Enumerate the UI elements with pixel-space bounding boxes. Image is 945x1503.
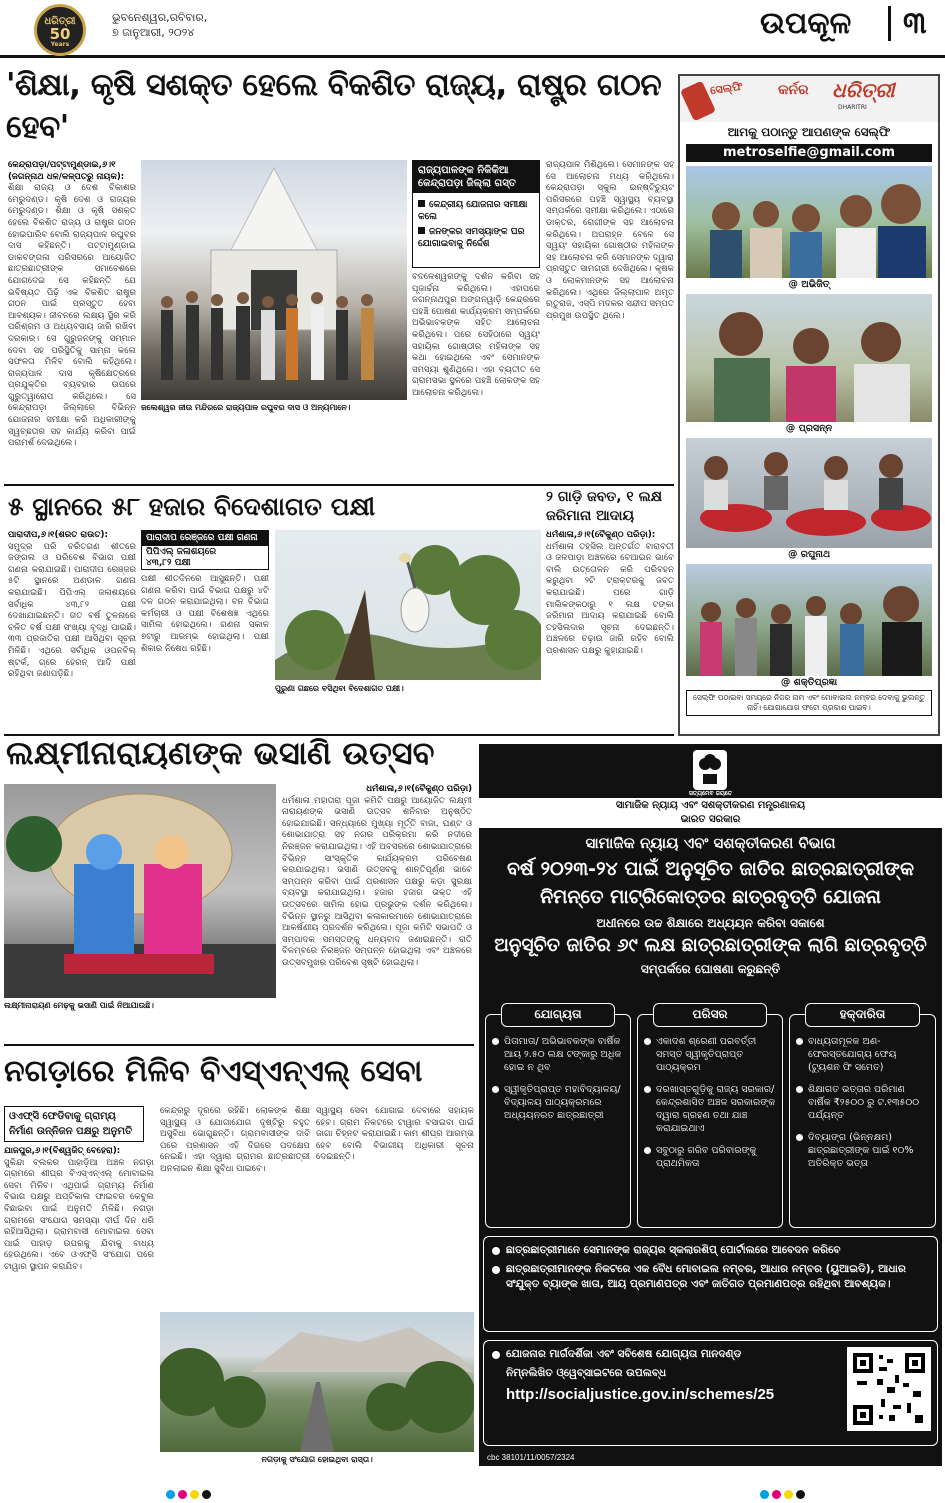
bsnl-road-photo-art xyxy=(160,1312,474,1452)
highlight-bullet-1-text: କେନ୍ଦ୍ରୀୟ ଯୋଜନାର ସମୀକ୍ଷା କଲେ xyxy=(418,200,528,222)
selfie-brand-sub: DHARITRI xyxy=(838,104,867,111)
birds-photo xyxy=(275,530,541,680)
info-guidelines: ଯୋଜନାର ମାର୍ଗଦର୍ଶିକା ଏବଂ ସବିଶେଷ ଯୋଗ୍ୟତା ମାନଦଣ୍ଡ xyxy=(492,1347,822,1362)
highlight-bullet-1 xyxy=(418,199,534,223)
temple-photo-art xyxy=(141,160,407,400)
entitlement-head: ହକ୍‌ଦାରିତା xyxy=(805,1003,920,1027)
bhasani-photo xyxy=(4,784,276,998)
ad-title-line-1: ବର୍ଷ ୨୦୨୩-୨୪ ପାଇଁ ଅନୁସୂଚିତ ଜାତିର ଛାତ୍ରଛାତ୍ରୀଙ୍କ xyxy=(506,858,915,880)
fine-text: ଧର୍ମଶାଳା ତହସିଲ ଅନ୍ତର୍ଗତ ବାରାବତୀ ଓ ଜଳପାଡ଼ା ଅଞ୍ଚଳରେ ବେଆଇନ ଭାବେ ବାଲି ଉତ୍ତୋଳନ କରି ପରିବହନ କରୁଥିବା ୨ଟି ଟ୍ରାକ୍ଟରକୁ ଜବତ କରାଯାଇଛି। ପରେ ଗାଡ଼ି ମାଲିକଙ୍କଠାରୁ ୧ ଲକ୍ଷ ଟଙ୍କା ଜରିମାନା ଆଦାୟ କରାଯାଇଛି ବୋଲି ତହସିଲଦାର ସୂଚନା ଦେଇଛନ୍ତି। ଅଞ୍ଚଳରେ ଚଢ଼ାଉ ଜାରି ରହିବ ବୋଲି ପ୍ରଶାସନ ପକ୍ଷରୁ କୁହାଯାଇଛି। xyxy=(546,541,674,656)
logo-text: ଧରିତ୍ରୀ xyxy=(44,16,76,27)
birds-headline: ୫ ସ୍ଥାନରେ ୫୮ ହଜାର ବିଦେଶାଗତ ପକ୍ଷୀ xyxy=(8,492,376,521)
bsnl-road-photo xyxy=(160,1312,474,1452)
ministry-name: ସାମାଜିକ ନ୍ୟାୟ ଏବଂ ସଶକ୍ତୀକରଣ ମନ୍ତ୍ରଣାଳୟ xyxy=(615,800,806,811)
selfie-caption-4: @ ଶକ୍ତିପ୍ରଜ୍ଞା xyxy=(780,677,838,688)
bullet-square-icon xyxy=(418,200,425,207)
birds-dateline: ପାରାଦୀପ,୬।୧(ଶରତ ରାଉତ): xyxy=(8,530,108,540)
bsnl-box-line-1: ଓଏଫ୍‌ସି ଫେଡିବାକୁ ଗ୍ରାମ୍ୟ xyxy=(9,1111,116,1122)
birds-photo-caption: ପୁରୁଣା ଗଛରେ ବସିଥିବା ବିଦେଶାଗତ ପକ୍ଷୀ। xyxy=(275,684,404,693)
lead-body-1 xyxy=(8,160,136,478)
logo-years-sub: Years xyxy=(50,41,70,48)
bsnl-body-1 xyxy=(4,1146,154,1464)
birds-body-2: ପକ୍ଷୀ ଶୀତଦିନରେ ଆସୁଛନ୍ତି। ପକ୍ଷୀ ଗଣନା କରିବା ପାଇଁ ବିଭାଗ ପକ୍ଷରୁ ୪ଟି ଦଳ ଗଠନ କରାଯାଇଥିଲା। ବନ ବିଭାଗ କର୍ମଚାରୀ ଓ ପକ୍ଷୀ ବିଶେଷଜ୍ଞ ଏଥିରେ ସାମିଲ ହୋଇଥିଲେ। ଗଣନା ସକାଳ ୭ଟାରୁ ଆରମ୍ଭ ହୋଇଥିଲା। ପକ୍ଷୀ ଶିକାର ନିଷେଧ ରହିଛି। xyxy=(141,574,269,654)
entitlement-item: ଶିକ୍ଷାଗତ ଭତ୍ତାର ପରିମାଣ ବାର୍ଷିକ ₹୨୫୦୦ ରୁ ଟ.୧୩୫୦୦ ପର୍ଯ୍ୟନ୍ତ xyxy=(796,1083,929,1122)
page-number: ୩ xyxy=(888,6,927,41)
fine-dateline: ଧର୍ମଶାଳା,୬।୧(ବୈକୁଣ୍ଠ ପରିଡ଼ା): xyxy=(546,530,656,540)
ad-title-line-3: ଅନୁସୂଚିତ ଜାତିର ୬୯ ଲକ୍ଷ ଛାତ୍ରଛାତ୍ରୀଙ୍କ ଲାଗି ଛାତ୍ରବୃତ୍ତି xyxy=(494,935,927,956)
eligibility-head: ଯୋଗ୍ୟତା xyxy=(501,1003,615,1027)
bsnl-photo-caption: ନଗଡ଼ାକୁ ସଂଯୋଗ ହୋଇଥିବା ରାସ୍ତା। xyxy=(261,1455,373,1464)
scope-item: ଏକାଦଶ ଶ୍ରେଣୀ ପରବର୍ତ୍ତୀ ସମସ୍ତ ସ୍ୱୀକୃତିପ୍ରାପ୍ତ ପାଠ୍ୟକ୍ରମ xyxy=(644,1035,776,1074)
lead-headline: 'ଶିକ୍ଷା, କୃଷି ସଶକ୍ତ ହେଲେ ବିକଶିତ ରାଜ୍ୟ, ରାଷ୍ଟ୍ର ଗଠନ ହେବ' xyxy=(6,67,662,145)
ad-subtitle-2: ସମ୍ପର୍କରେ ଘୋଷଣା କରୁଛନ୍ତି xyxy=(640,962,781,976)
info-guidelines-2: ନିମ୍ନଲିଖିତ ଓ୍ୱେବ୍‌ସାଇଟରେ ଉପଲବ୍ଧ xyxy=(506,1367,667,1379)
selfie-footer-note: ସେଲ୍ଫି ପଠାଇବା ସମୟରେ ନିଜର ନାମ ଏବଂ ମୋବାଇଲ ନମ୍ବର ଦେବାକୁ ଭୁଲନ୍ତୁ ନାହିଁ। ଯୋଗାଯୋଗ ଫଟୋ ପ୍ରକାଶ ପାଇବ। xyxy=(686,690,932,716)
masthead xyxy=(0,0,945,58)
registration-marks-right xyxy=(760,1484,820,1494)
date-line-1: ଭୁବନେଶ୍ୱର,ରବିବାର, xyxy=(112,11,208,24)
bsnl-dateline: ଯାଜପୁର,୬।୧(ବିଶ୍ୱଜିତ୍ ବେହେରା): xyxy=(4,1146,121,1156)
entitlement-panel xyxy=(789,1007,936,1228)
registration-marks-left xyxy=(166,1484,226,1494)
application-info-box xyxy=(483,1236,938,1332)
lead-body-3: ରାଜ୍ୟପାଳ ମିଶିଥିଲେ। ସେମାନଙ୍କ ସହ ସେ ଆଲୋଚନା ମଧ୍ୟ କରିଥିଲେ। କେନ୍ଦ୍ରାପଡ଼ା ସ୍କୁଲ ଇନ୍‌ଷ୍ଟିଚ୍ୟୁଟ ପରିସରରେ ପହଞ୍ଚି ସ୍ୱାସ୍ଥ୍ୟ ବ୍ୟବସ୍ଥା ସମ୍ପର୍କରେ ସମୀକ୍ଷା କରିଥିଲେ। ଏଠାରେ ଡାକ୍ତର, ରୋଗୀଙ୍କ ସହ ଆଲୋଚନା କରିଥିଲେ। ଅପରାହ୍ନ ବେଳେ ସେ ସ୍ୱୟଂ ସହାୟିକା ଗୋଷ୍ଠୀର ମହିଳାଙ୍କ ସହ ଆଲୋଚନା କରି ସେମାନଙ୍କ ଦ୍ୱାରା ପ୍ରସ୍ତୁତ ସାମଗ୍ରୀ ଦେଖିଥିଲେ। କୃଷକ ଓ ଲୋକମାନଙ୍କ ସହ ଆଲୋଚନା କରିଥିଲେ। ଏଥିରେ ଜିଲ୍ଲାପାଳ ଅମୃତ ଋତୁରାଜ, ଏସ୍‌ପି ମଦକର ସନ୍ଦୀପ ସମ୍ପତ ପ୍ରମୁଖ ଉପସ୍ଥିତ ଥିଲେ। xyxy=(546,160,674,321)
scope-head: ପରିସର xyxy=(653,1003,767,1027)
selfie-tagline: ଆମକୁ ପଠାନ୍ତୁ ଆପଣଙ୍କ ସେଲ୍ଫି xyxy=(727,125,891,139)
logo-years: 50 xyxy=(49,25,71,43)
highlight-bullet-2-text: ଜନଙ୍କର ସମସ୍ୟାଙ୍କ ଘର ଯୋଗାଇବାକୁ ନିର୍ଦ୍ଦେଶ xyxy=(418,227,525,249)
govt-name: ଭାରତ ସରକାର xyxy=(680,814,741,825)
scope-item: ସବୁଠାରୁ ଗରିବ ପରିବାରଙ୍କୁ ପ୍ରାଥମିକତା xyxy=(644,1144,776,1170)
bhasani-dateline: ଧର୍ମଶାଳା,୬।୧(ବୈକୁଣ୍ଠ ପରିଡ଼ା) xyxy=(366,784,472,794)
lead-photo-caption: ଜଲେଶ୍ୱର ଜୀଉ ମନ୍ଦିରରେ ରାଜ୍ୟପାଳ ରଘୁବର ଦାସ ଓ ଅନ୍ୟମାନେ। xyxy=(141,403,351,412)
birds-body-1 xyxy=(8,530,136,730)
birds-text-1: ସମୁଦ୍ର ପରି ଚରିତଗଣ ଶୀତରେ ଜଙ୍ଗଲ ଓ ପରିବେଶ ବିଭାଗ ପକ୍ଷୀ ଗଣନା କରାଯାଇଛି। ପାରାଦୀପ ରେଞ୍ଜର ୫ଟି ସ୍ଥାନରେ ଅଣ୍ଡାଳ ଗଣନା କରାଯାଇଛି। ପିପିଏଲ୍ ଜଳାଶୟରେ ସର୍ବାଧିକ ୪୩,୮୨ ପକ୍ଷୀ ଦେଖାଯାଇଛନ୍ତି। ଗତ ବର୍ଷ ତୁଳନାରେ ଚଳିତ ବର୍ଷ ପକ୍ଷୀ ସଂଖ୍ୟା ବୃଦ୍ଧି ପାଇଛି। ୩୩ ପ୍ରଜାତିର ପକ୍ଷୀ ଆସିଥିବା ସୂଚନା ମିଳିଛି। ଏଥିରେ ସର୍ବାଧିକ ଓପନବିଲ୍ ଷ୍ଟର୍କ, ଗ୍ରେ ହେରନ୍ ଆଦି ପକ୍ଷୀ ରହିଥିବା ଜଣାପଡ଼ିଛି। xyxy=(8,541,136,680)
lead-body-2: ବଦଳେଶ୍ୱରଙ୍କୁ ଦର୍ଶନ କରିବା ସହ ପୂଜାର୍ଚ୍ଚନା କରିଥିଲେ। ଏହାପରେ ଜଗନ୍ନାଥପୁର ଅଙ୍ଗନୱାଡ଼ି କେନ୍ଦ୍ରରେ ପହଞ୍ଚି ପୋଷଣ କାର୍ଯ୍ୟକ୍ରମ ସମ୍ପର୍କରେ ଅଭିଭାବକଙ୍କ ସହିତ ଆଲୋଚନା କରିଥିଲେ। ପରେ ସେହିଠାରେ ସ୍ୱୟଂ ସହାୟିକା ଗୋଷ୍ଠୀର ମହିଳାଙ୍କ ସହ କଥା ହୋଇଥିଲେ ଏବଂ ସେମାନଙ୍କ ସମସ୍ୟା ଶୁଣିଥିଲେ। ଏହା ବ୍ୟତୀତ ସେ ଗ୍ରାମସଭା ସ୍ଥଳରେ ପହଞ୍ଚି ଲୋକଙ୍କ ସହ ଆଲୋଚନା କରିଥିଲେ। xyxy=(412,272,540,398)
selfie-photo-2 xyxy=(686,294,932,422)
selfie-corner xyxy=(678,74,940,736)
selfie-photo-3-art xyxy=(686,438,934,548)
bhasani-photo-caption: ଲକ୍ଷ୍ମୀନାରାୟଣ ମେଢ଼କୁ ଭସାଣି ପାଇଁ ନିଆଯାଉଛି। xyxy=(4,1001,154,1010)
department-name: ସାମାଜିକ ନ୍ୟାୟ ଏବଂ ସଶକ୍ତୀକରଣ ବିଭାଗ xyxy=(585,834,836,852)
eligibility-item: ସ୍ୱୀକୃତିପ୍ରାପ୍ତ ମହାବିଦ୍ୟାଳୟ/ ବିଦ୍ୟାଳୟ ପାଠ୍ୟକ୍ରମରେ ଅଧ୍ୟୟନରତ ଛାତ୍ରଛାତ୍ରୀ xyxy=(492,1083,624,1122)
eligibility-panel xyxy=(485,1007,631,1228)
emblem-caption: ସତ୍ୟମେବ ଜୟତେ xyxy=(688,790,733,797)
selfie-photo-4 xyxy=(686,564,932,676)
bsnl-headline: ନଗଡ଼ାରେ ମିଳିବ ବିଏସ୍‌ଏନ୍‌ଏଲ୍ ସେବା xyxy=(4,1054,423,1089)
bsnl-highlight-box xyxy=(4,1106,144,1142)
date-line-2: ୭ ଜାନୁଆରୀ, ୨୦୨୪ xyxy=(112,26,195,39)
national-emblem-icon xyxy=(693,750,727,790)
eligibility-item: ପିତାମାତା/ ଅଭିଭାବକଙ୍କ ବାର୍ଷିକ ଆୟ ୨.୫୦ ଲକ୍ଷ ଟଙ୍କାରୁ ଅଧିକ ହୋଇ ନ ଥିବ xyxy=(492,1035,624,1074)
fine-headline: ୨ ଗାଡ଼ି ଜବତ, ୧ ଲକ୍ଷ ଜରିମାନା ଆଦାୟ xyxy=(546,489,663,524)
national-emblem-icon-art xyxy=(693,750,727,790)
lead-photo-temple xyxy=(141,160,407,400)
qr-code-art xyxy=(853,1353,925,1425)
selfie-photo-4-art xyxy=(686,564,934,676)
entitlement-item: ଦିବ୍ୟାଙ୍ଗ (ଭିନ୍ନକ୍ଷମ) ଛାତ୍ରଛାତ୍ରୀଙ୍କ ପାଇଁ ୧୦% ଅତିରିକ୍ତ ଭତ୍ତା xyxy=(796,1131,929,1170)
lead-text-1: ଶିକ୍ଷା ରାଜ୍ୟ ଓ ଦେଶ ବିକାଶର ମେରୁଦଣ୍ଡ। କୃଷି ଦେଶ ଓ ରାଜ୍ୟର ମେରୁଦଣ୍ଡ। ଶିକ୍ଷା ଓ କୃଷି ସଶକ୍ତ ହେଲେ ବିକଶିତ ରାଜ୍ୟ ଓ ରାଷ୍ଟ୍ର ଗଠନ ହୋଇପାରିବ ବୋଲି ରାଜ୍ୟପାଳ ରଘୁବର ଦାସ କହିଛନ୍ତି। ପଟ୍ଟାମୁଣ୍ଡାଇ ଡାକବଙ୍ଗଳା ପରିସରରେ ଆୟୋଜିତ ଛାତ୍ରଛାତ୍ରୀଙ୍କ ସମାବେଶରେ ଯୋଗଦେଇ ସେ କହିଛନ୍ତି ଯେ ଭବିଷ୍ୟତ ପିଢ଼ି ଏକ ବିକଶିତ ରାଷ୍ଟ୍ର ଗଠନ ପାଇଁ ପ୍ରସ୍ତୁତ ହେବା ଆବଶ୍ୟକ। ଜୀବନରେ ଲକ୍ଷ୍ୟ ସ୍ଥିର କରି ପରିଶ୍ରମ ଓ ଅଧ୍ୟବସାୟ ଜାରି ରଖିବା ଦରକାର। ସେ ଗୁରୁଜନଙ୍କୁ ସମ୍ମାନ ଦେବା ସହ ପରିସ୍ଥିତିକୁ ସାମ୍ନା କଲେ ସଫଳତା ମିଳିବ ବୋଲି କହିଥିଲେ। ରାଜ୍ୟପାଳ ଦାସ କୃଷିକ୍ଷେତ୍ରରେ ପ୍ରଯୁକ୍ତିର ବ୍ୟବହାର ଉପରେ ଗୁରୁତ୍ୱାରୋପ କରିଥିଲେ। ସେ କେନ୍ଦ୍ରାପଡ଼ା ଜିଲ୍ଲାରେ ବିଭିନ୍ନ ଯୋଜନାର ସମୀକ୍ଷା କରି ଅଧିକାରୀଙ୍କୁ ସ୍ୱଚ୍ଛତାର ସହ କାର୍ଯ୍ୟ କରିବା ପାଇଁ ପରାମର୍ଶ ଦେଇଥିଲେ। xyxy=(8,183,136,449)
selfie-brand-3: ଧରିତ୍ରୀ xyxy=(832,78,895,102)
selfie-caption-2: @ ପ୍ରସନ୍ନ xyxy=(785,423,833,434)
birds-highlight-box xyxy=(141,530,269,570)
highlight-box-head: ରାଜ୍ୟପାଳଙ୍କ ନିକିକିଆ କେନ୍ଦ୍ରାପଡ଼ା ଜିଲ୍ଲା ଗସ୍ତ xyxy=(413,161,539,193)
scheme-website-link[interactable]: http://socialjustice.gov.in/schemes/25 xyxy=(506,1386,775,1403)
selfie-email[interactable]: metroselfie@gmail.com xyxy=(686,144,932,162)
lead-highlight-box xyxy=(412,160,540,268)
bsnl-box-line-2: ନିର୍ମାଣ ଉନ୍ନିଜନ ପକ୍ଷରୁ ଅନୁମତି xyxy=(9,1126,133,1137)
section-title: ଉପକୂଳ xyxy=(760,6,852,41)
info-documents: ଛାତ୍ରଛାତ୍ରୀମାନଙ୍କ ନିକଟରେ ଏକ ବୈଧ ମୋବାଇଲ ନମ୍ବର, ଆଧାର ନମ୍ବର (ୟୁଆଇଡି), ଆଧାର ସଂଯୁକ୍ତ ବ୍ୟାଙ୍କ ଖାତା, ଆୟ ପ୍ରମାଣପତ୍ର ଏବଂ ଜାତିଗତ ପ୍ରମାଣପତ୍ର ରହିଥିବା ଆବଶ୍ୟକ। xyxy=(492,1262,929,1292)
dharitri-logo xyxy=(34,4,86,56)
entitlement-item: ବାଧ୍ୟତାମୂଳକ ଅଣ-ଫେରସ୍ତଯୋଗ୍ୟ ଫେୟ (ଟ୍ୟୁଶନ ଫି ସମେତ) xyxy=(796,1035,929,1074)
bhasani-headline: ଲକ୍ଷ୍ମୀନାରାୟଣଙ୍କ ଭସାଣି ଉତ୍ସବ xyxy=(6,734,435,772)
ad-code: cbc 38101/11/0057/2324 xyxy=(487,1453,575,1462)
selfie-photo-2-art xyxy=(686,294,934,422)
highlight-bullet-2 xyxy=(418,226,534,250)
bsnl-text-1: ସୁକିନ୍ଦା ବ୍ଲକର ପାହାଡ଼ିଆ ଅଞ୍ଚଳ ନଗଡ଼ା ଗ୍ରାମରେ ଶୀଘ୍ର ବିଏସ୍‌ଏନ୍‌ଏଲ୍ ମୋବାଇଲ ସେବା ମିଳିବ। ଏଥିପାଇଁ ଗ୍ରାମ୍ୟ ନିର୍ମାଣ ବିଭାଗ ପକ୍ଷରୁ ଅପ୍ଟିକାଲ ଫାଇବର କେବୁଲ ବିଛାଇବା ପାଇଁ ଅନୁମତି ମିଳିଛି। ନଗଡ଼ା ଗ୍ରାମରେ ସଂଯୋଗ ସମସ୍ୟା ଦୀର୍ଘ ଦିନ ଧରି ରହିଆସିଥିଲା। ଗ୍ରାମବାସୀ ମୋବାଇଲ ସେବା ପାଇଁ ପାହାଡ଼ ଉପରକୁ ଯିବାକୁ ବାଧ୍ୟ ହେଉଥିଲେ। ଏବେ ଓଏଫ୍‌ସି ସଂଯୋଗ ପରେ ଟାୱାର ସ୍ଥାପନ କରାଯିବ। xyxy=(4,1157,154,1272)
scope-item: ଦରଖାସ୍ତଗୁଡ଼ିକୁ ରାଜ୍ୟ ସରକାର/କେନ୍ଦ୍ରଶାସିତ ଅଞ୍ଚଳ ସରକାରଙ୍କ ଦ୍ୱାରା ଗ୍ରହଣ ତଥା ଯାଞ୍ଚ କରାଯାଇଥାଏ xyxy=(644,1083,776,1135)
birds-box-item-1: ପିପିଏଲ୍ ଜଳାଶୟରେ xyxy=(146,547,217,557)
divider xyxy=(4,484,674,486)
scope-panel xyxy=(637,1007,783,1228)
birds-box-item-2: ୪୩,୮୨ ପକ୍ଷୀ xyxy=(146,558,191,568)
selfie-caption-1: @ ଅଭିଜିତ୍ xyxy=(788,279,830,290)
birds-box-head: ପାରାଦୀପ ରେଞ୍ଜରେ ପକ୍ଷୀ ଗଣନା xyxy=(142,531,268,546)
scholarship-advertisement xyxy=(479,744,942,1466)
ad-title-line-2: ନିମନ୍ତେ ମାଟ୍ରିକୋତ୍ତର ଛାତ୍ରବୃତ୍ତି ଯୋଜନା xyxy=(540,886,881,908)
bullet-square-icon xyxy=(418,227,425,234)
issue-date xyxy=(112,10,207,40)
lead-dateline: କେନ୍ଦ୍ରାପଡ଼ା/ପଟ୍ଟାମୁଣ୍ଡାଇ,୬।୧ (ଜଗନ୍ନାଥ ଧଳ/କଳ୍ପତରୁ ନାୟକ): xyxy=(8,160,125,182)
bsnl-body-2: କେନ୍ଦ୍ରରୁ ଦୂରରେ ରହିଛି। ଲୋକଙ୍କ ଶିକ୍ଷା ସ୍ୱାସ୍ଥ୍ୟ ଓ ଯୋଗାଯୋଗ ଦୃଷ୍ଟିରୁ ବହୁତ ଅସୁବିଧା ଭୋଗୁଛନ୍ତି। ଗ୍ରାମବାସୀଙ୍କ ଦାବି ପରେ ପ୍ରଶାସନ ଏହି ଦିଗରେ ପଦକ୍ଷେପ ନେଇଛି। ଏହା ଦ୍ୱାରା ଗ୍ରାମର ଛାତ୍ରଛାତ୍ରୀ ଅନଲାଇନ ଶିକ୍ଷା ସୁବିଧା ପାଇବେ। xyxy=(160,1106,310,1174)
selfie-brand-1: ସେଲ୍ଫି xyxy=(709,79,744,98)
bhasani-photo-art xyxy=(4,784,276,998)
selfie-brand-2: କର୍ନର xyxy=(778,82,809,98)
bhasani-body xyxy=(282,784,472,1012)
bsnl-body-3: ସ୍ୱାସ୍ଥ୍ୟ ସେବା ଯୋଗାଇ ଦେବାରେ ସହାୟକ ହେବ। ଗ୍ରାମ ନିକଟରେ ଟାୱାର ବସାଇବା ପାଇଁ ଜାଗା ଚିହ୍ନଟ କରାଯାଇଛି। କାମ ଶୀଘ୍ର ଆରମ୍ଭ ହେବ ବୋଲି ବିଭାଗୀୟ ଅଧିକାରୀ ସୂଚନା ଦେଇଛନ୍ତି। xyxy=(316,1106,474,1163)
selfie-caption-3: @ ରଘୁନାଥ xyxy=(787,549,831,560)
selfie-photo-1-art xyxy=(686,166,934,278)
selfie-photo-3 xyxy=(686,438,932,548)
birds-photo-art xyxy=(275,530,541,680)
selfie-photo-1 xyxy=(686,166,932,278)
ad-subtitle-1: ଅଧୀନରେ ଉଚ୍ଚ ଶିକ୍ଷାରେ ଅଧ୍ୟୟନ କରିବା ସକାଶେ xyxy=(596,916,825,930)
info-apply: ଛାତ୍ରଛାତ୍ରୀମାନେ ସେମାନଙ୍କ ରାଜ୍ୟର ସ୍କଲାରଶିପ୍ ପୋର୍ଟାଲରେ ଆବେଦନ କରିବେ xyxy=(492,1243,929,1258)
bhasani-text: ଧର୍ମଶାଳା ମହାତାରା ପୂଜା କମିଟି ପକ୍ଷରୁ ଆୟୋଜିତ ଲକ୍ଷ୍ମୀ ନାରାୟଣଙ୍କ ଭସାଣି ଉତ୍ସବ ଶନିବାର ଅନୁଷ୍ଠିତ ହୋଇଯାଇଛି। ସନ୍ଧ୍ୟାରେ ମୁଖ୍ୟା ମୂର୍ତ୍ତି ବାଜା, ଘଣ୍ଟ ଓ ଶୋଭାଯାତ୍ରା ସହ ନଗର ପରିକ୍ରମା କରି ନଦୀରେ ନିରଞ୍ଜନ କରାଯାଇଥିଲା। ଏହି ଅବସରରେ ଶୋଭାଯାତ୍ରାରେ ବିଭିନ୍ନ ସାଂସ୍କୃତିକ କାର୍ଯ୍ୟକ୍ରମ ପରିବେଷଣ କରାଯାଇଥିଲା। ଭସାଣି ଉତ୍ସବକୁ ଶାନ୍ତିପୂର୍ଣ୍ଣ ଭାବେ ସମ୍ପନ୍ନ କରିବା ପାଇଁ ପ୍ରଶାସନ ପକ୍ଷରୁ କଡ଼ା ସୁରକ୍ଷା ବ୍ୟବସ୍ଥା କରାଯାଇଥିଲା। ହଜାର ହଜାର ଭକ୍ତ ଏହି ଉତ୍ସବରେ ସାମିଲ ହୋଇ ପ୍ରଭୁଙ୍କ ଦର୍ଶନ କରିଥିଲେ। ବିଭିନ୍ନ ସ୍ଥାନରୁ ଆସିଥିବା କଳାକାରମାନେ ଶୋଭାଯାତ୍ରାରେ ଆକର୍ଷଣୀୟ ପ୍ରଦର୍ଶନ କରିଥିଲେ। ପୂଜା କମିଟି ସଭାପତି ଓ ସମ୍ପାଦକ ସମସ୍ତଙ୍କୁ ଧନ୍ୟବାଦ ଜଣାଇଛନ୍ତି। ରାତି ବିଳମ୍ବରେ ନିରଞ୍ଜନ ସମ୍ପନ୍ନ ହୋଇଥିଲା ଏବଂ ଅଞ୍ଚଳରେ ଉତ୍ସବମୁଖର ପରିବେଶ ସୃଷ୍ଟି ହୋଇଥିଲା। xyxy=(282,795,472,968)
qr-code-icon xyxy=(847,1347,931,1431)
website-info-box xyxy=(483,1340,938,1446)
selfie-banner xyxy=(680,76,938,122)
fine-body xyxy=(546,530,674,730)
divider xyxy=(4,1044,474,1046)
